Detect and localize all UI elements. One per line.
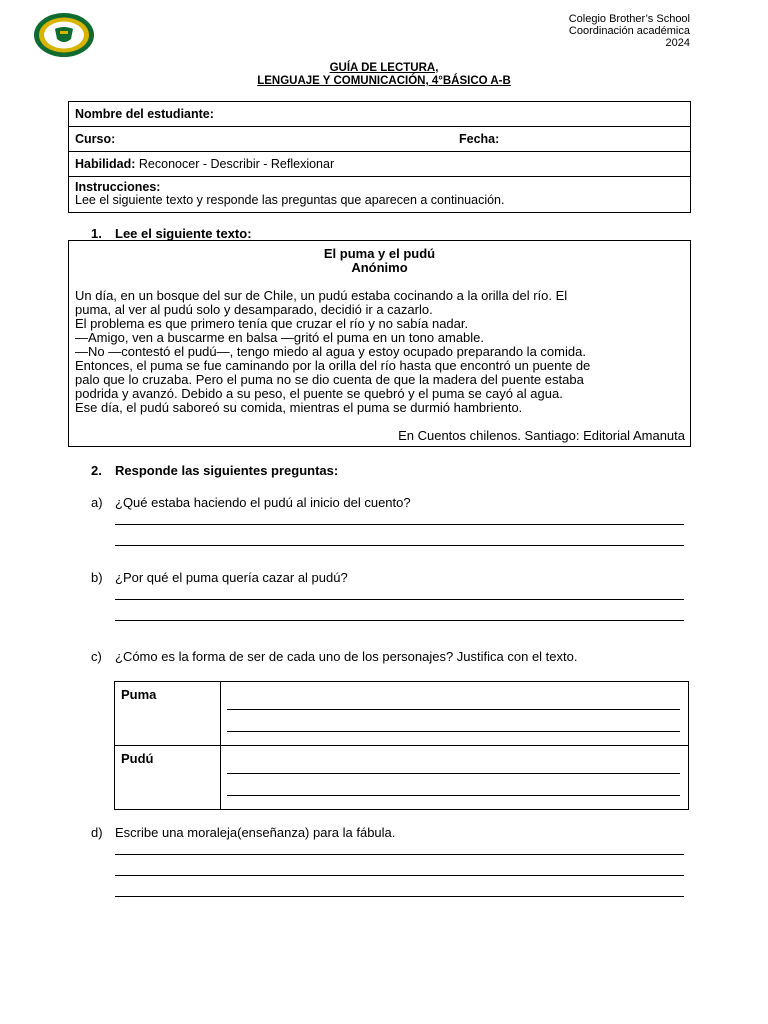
story-line: —Amigo, ven a buscarme en balsa —gritó el puma en un tono amable. [75,330,485,345]
question-d-letter: d) [91,825,103,840]
story-box [68,240,691,447]
story-line: Un día, en un bosque del sur de Chile, un pudú estaba cocinando a la orilla del río. El [75,288,568,303]
section-2-heading [91,463,338,478]
answer-line[interactable] [115,524,684,525]
character-pudu-label: Pudú [115,746,221,810]
question-d [91,825,395,840]
question-c-text: ¿Cómo es la forma de ser de cada uno de los personajes? Justifica con el texto. [115,649,578,664]
question-b [91,570,348,585]
story-author: Anónimo [351,260,408,275]
answer-line[interactable] [227,795,680,796]
story-source: En Cuentos chilenos. Santiago: Editorial Amanuta [398,428,685,443]
question-b-letter: b) [91,570,103,585]
story-line: palo que lo cruzaba. Pero el puma no se dio cuenta de que la madera del puente estaba [75,372,584,387]
page-title [0,62,768,88]
story-line: puma, al ver al pudú solo y desamparado, decidió ir a cazarlo. [75,302,433,317]
student-name-label: Nombre del estudiante: [75,107,214,121]
date-field[interactable] [453,127,691,152]
answer-line[interactable] [115,620,684,621]
section-2-label: Responde las siguientes preguntas: [115,463,339,478]
story-title: El puma y el pudú [323,246,436,261]
question-c-letter: c) [91,649,102,664]
course-field[interactable] [69,127,454,152]
skill-value: Reconocer - Describir - Reflexionar [138,157,335,171]
character-pudu-answer[interactable] [221,746,689,810]
section-2-number: 2. [91,463,102,478]
date-label: Fecha: [459,132,500,146]
answer-line[interactable] [115,599,684,600]
story-line: podrida y avanzó. Debido a su peso, el puente se quebró y el puma se cayó al agua. [75,386,563,401]
story-line: Ese día, el pudú saboreó su comida, mientras el puma se durmió hambriento. [75,400,523,415]
student-name-field[interactable] [69,102,691,127]
course-label: Curso: [75,132,116,146]
question-c [91,649,577,664]
section-1-heading [91,226,252,241]
character-puma-answer[interactable] [221,682,689,746]
skill-label: Habilidad: [75,157,136,171]
story-line: El problema es que primero tenía que cruzar el río y no sabía nadar. [75,316,469,331]
student-info-table [68,101,691,213]
skill-row [69,152,691,177]
question-d-text: Escribe una moraleja(enseñanza) para la fábula. [115,825,396,840]
character-puma-label: Puma [115,682,221,746]
answer-line[interactable] [115,545,684,546]
story-line: Entonces, el puma se fue caminando por la orilla del río hasta que encontró un puente de [75,358,591,373]
question-a-letter: a) [91,495,103,510]
answer-line[interactable] [227,773,680,774]
question-a [91,495,411,510]
department: Coordinación académica [568,25,690,37]
characters-table [114,681,689,810]
question-a-text: ¿Qué estaba haciendo el pudú al inicio del cuento? [115,495,411,510]
instructions-row [69,177,691,213]
section-1-number: 1. [91,226,102,241]
story-line: —No —contestó el pudú—, tengo miedo al agua y estoy ocupado preparando la comida. [75,344,586,359]
story-text [75,289,684,415]
title-line-1: GUÍA DE LECTURA, [329,62,439,74]
answer-line[interactable] [227,709,680,710]
year: 2024 [665,37,690,49]
section-1-label: Lee el siguiente texto: [115,226,252,241]
school-header [569,13,690,49]
answer-line[interactable] [227,731,680,732]
school-name: Colegio Brother’s School [568,13,690,25]
question-b-text: ¿Por qué el puma quería cazar al pudú? [115,570,348,585]
instructions-text: Lee el siguiente texto y responde las preguntas que aparecen a continuación. [75,193,505,207]
school-crest-icon [33,12,95,58]
answer-line[interactable] [115,875,684,876]
answer-line[interactable] [115,896,684,897]
answer-line[interactable] [115,854,684,855]
instructions-label: Instrucciones: [75,180,161,194]
title-line-2: LENGUAJE Y COMUNICACIÓN, 4°BÁSICO A-B [257,75,511,87]
